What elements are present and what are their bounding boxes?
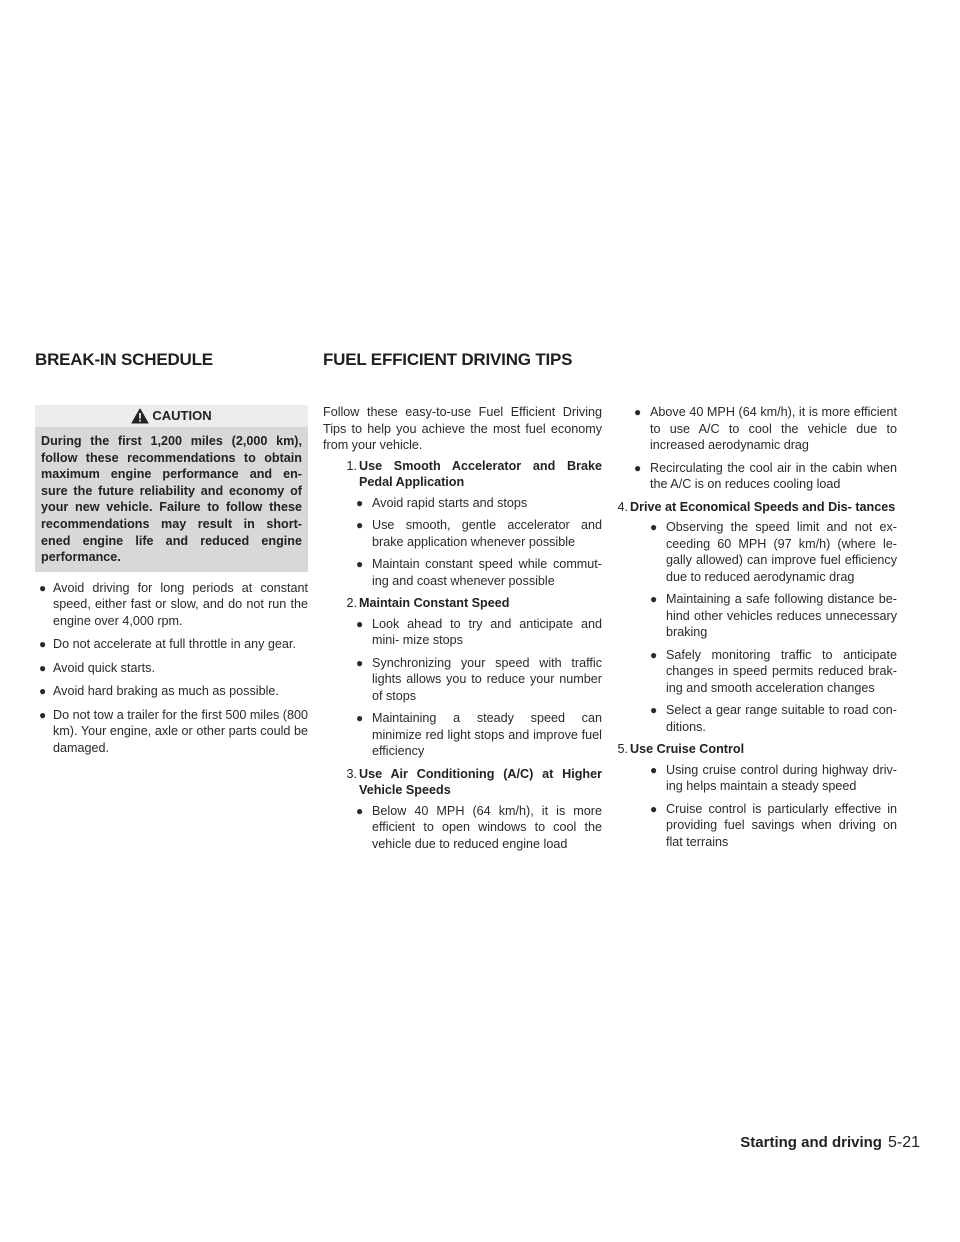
tip-list [356, 495, 602, 590]
list-item: ● Avoid rapid starts and stops [356, 495, 528, 510]
list-item: ● Maintain constant speed while commut- ing and coast whenever possible [356, 557, 602, 588]
tip-list-continued [634, 404, 897, 493]
warning-triangle-icon [131, 408, 149, 424]
step-number: 1. [346, 458, 357, 473]
list-item: ● Avoid quick starts. [39, 660, 155, 675]
list-item: ● Maintaining a safe following distance be- hind other vehicles reduces unnecessary braking [650, 592, 897, 639]
bullet-icon: ● [356, 711, 364, 725]
bullet-icon: ● [650, 703, 658, 717]
step-number: 3. [346, 766, 357, 781]
list-item: ● Observing the speed limit and not ex- ceeding 60 MPH (97 km/h) (where le- gally allowed) can improve fuel efficiency due to reduced aerodynamic drag [650, 520, 897, 584]
step-number: 2. [346, 596, 357, 610]
fuel-tips-column-2 [617, 404, 897, 856]
list-item: ● Do not tow a trailer for the first 500 miles (800 km). Your engine, axle or other parts could be damaged. [39, 707, 308, 755]
tip-step-3 [323, 766, 602, 853]
list-item: ● Safely monitoring traffic to anticipate changes in speed permits reduced brak- ing and smooth acceleration changes [650, 647, 897, 695]
list-item: ● Avoid driving for long periods at constant speed, either fast or slow, and do not run the engine over 4,000 rpm. [39, 580, 308, 628]
section-title-break-in: BREAK-IN SCHEDULE [35, 350, 213, 369]
caution-box [35, 405, 308, 572]
fuel-tips-column-1 [323, 404, 602, 858]
page-footer [740, 1134, 920, 1152]
break-in-list [35, 580, 308, 757]
tip-list [356, 803, 602, 853]
list-item: ● Above 40 MPH (64 km/h), it is more efficient to use A/C to cool the vehicle due to increased aerodynamic drag [634, 405, 897, 452]
bullet-icon: ● [39, 637, 47, 652]
list-item: ● Look ahead to try and anticipate and mini- mize stops [356, 616, 602, 647]
list-item: ● Synchronizing your speed with traffic lights allows you to reduce your number of stops [356, 655, 602, 703]
step-heading: Drive at Economical Speeds and Dis- tances [630, 499, 896, 514]
bullet-icon: ● [356, 655, 364, 670]
tip-step-5 [617, 741, 897, 850]
step-heading: Use Air Conditioning (A/C) at Higher Vehicle Speeds [359, 766, 602, 797]
bullet-icon: ● [650, 520, 658, 534]
bullet-icon: ● [39, 707, 47, 722]
caution-header [35, 405, 308, 427]
section-title-fuel-tips: FUEL EFFICIENT DRIVING TIPS [323, 350, 573, 369]
list-item: ● Do not accelerate at full throttle in any gear. [39, 637, 296, 652]
tip-step-2 [323, 595, 602, 760]
step-heading: Maintain Constant Speed [359, 596, 510, 610]
break-in-column [35, 405, 308, 763]
caution-text: During the first 1,200 miles (2,000 km), follow these recommendations to obtain maximum engine performance and en- sure the future reliability and economy of your new vehicle. Failure to follow these recommendations may result in short- ened engine life and reduced engine performance. [41, 434, 302, 565]
list-item: ● Use smooth, gentle accelerator and brake application whenever possible [356, 518, 602, 549]
tip-list [650, 519, 897, 735]
fuel-tips-intro: Follow these easy-to-use Fuel Efficient Driving Tips to help you achieve the most fuel economy from your vehicle. [323, 405, 602, 452]
bullet-icon: ● [650, 801, 658, 816]
tip-step-4 [617, 499, 897, 736]
tip-step-1 [323, 458, 602, 590]
bullet-icon: ● [634, 460, 642, 475]
list-item: ● Cruise control is particularly effective in providing fuel savings when driving on flat terrains [650, 801, 897, 849]
bullet-icon: ● [356, 495, 364, 510]
bullet-icon: ● [356, 557, 364, 571]
list-item: ● Select a gear range suitable to road con- ditions. [650, 703, 897, 734]
bullet-icon: ● [356, 803, 364, 818]
step-number: 4. [617, 499, 628, 514]
tip-list [650, 762, 897, 851]
bullet-icon: ● [650, 592, 658, 606]
footer-section-name: Starting and driving [740, 1134, 882, 1151]
caution-label: CAUTION [152, 407, 212, 423]
bullet-icon: ● [39, 684, 47, 699]
list-item: ● Using cruise control during highway driv- ing helps maintain a steady speed [650, 762, 897, 793]
list-item: ● Avoid hard braking as much as possible. [39, 684, 279, 699]
bullet-icon: ● [39, 580, 47, 595]
list-item: ● Maintaining a steady speed can minimize red light stops and improve fuel efficiency [356, 711, 602, 758]
list-item: ● Recirculating the cool air in the cabin when the A/C is on reduces cooling load [634, 460, 897, 491]
bullet-icon: ● [39, 660, 47, 675]
step-heading: Use Cruise Control [630, 742, 745, 756]
bullet-icon: ● [356, 616, 364, 631]
bullet-icon: ● [634, 405, 642, 419]
bullet-icon: ● [650, 762, 658, 777]
step-number: 5. [617, 742, 628, 756]
bullet-icon: ● [650, 647, 658, 662]
tip-list [356, 616, 602, 760]
list-item: ● Below 40 MPH (64 km/h), it is more efficient to open windows to cool the vehicle due to reduced engine load [356, 803, 602, 851]
bullet-icon: ● [356, 518, 364, 532]
page-number: 5-21 [887, 1134, 920, 1151]
step-heading: Use Smooth Accelerator and Brake Pedal Application [359, 458, 602, 489]
